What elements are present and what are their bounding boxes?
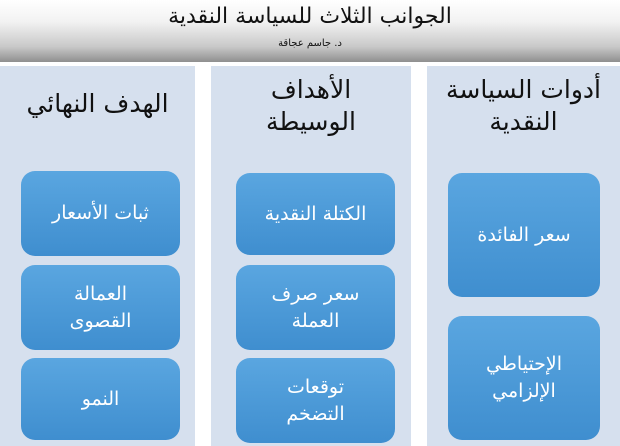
target-box-money-supply: الكتلة النقدية bbox=[236, 173, 395, 255]
objective-box-growth: النمو bbox=[21, 358, 180, 440]
column-heading: الهدف النهائي bbox=[26, 89, 169, 118]
tool-box-reserve-requirement: الإحتياطي الإلزامي bbox=[448, 316, 600, 440]
tool-box-interest-rate: سعر الفائدة bbox=[448, 173, 600, 297]
objective-box-max-employment: العمالة القصوى bbox=[21, 265, 180, 350]
column-final-objective bbox=[0, 66, 195, 446]
column-heading: الأهداف الوسيطة bbox=[266, 75, 356, 136]
column-policy-tools bbox=[427, 66, 620, 446]
header-bar bbox=[0, 0, 620, 62]
column-intermediate-targets bbox=[211, 66, 411, 446]
target-box-inflation-expectations: توقعات التضخم bbox=[236, 358, 395, 443]
page-title: الجوانب الثلاث للسياسة النقدية bbox=[168, 4, 452, 29]
target-box-exchange-rate: سعر صرف العملة bbox=[236, 265, 395, 350]
column-heading: أدوات السياسة النقدية bbox=[446, 75, 601, 136]
objective-box-price-stability: ثبات الأسعار bbox=[21, 171, 180, 256]
author-subtitle: د. جاسم عجاقة bbox=[278, 38, 342, 49]
